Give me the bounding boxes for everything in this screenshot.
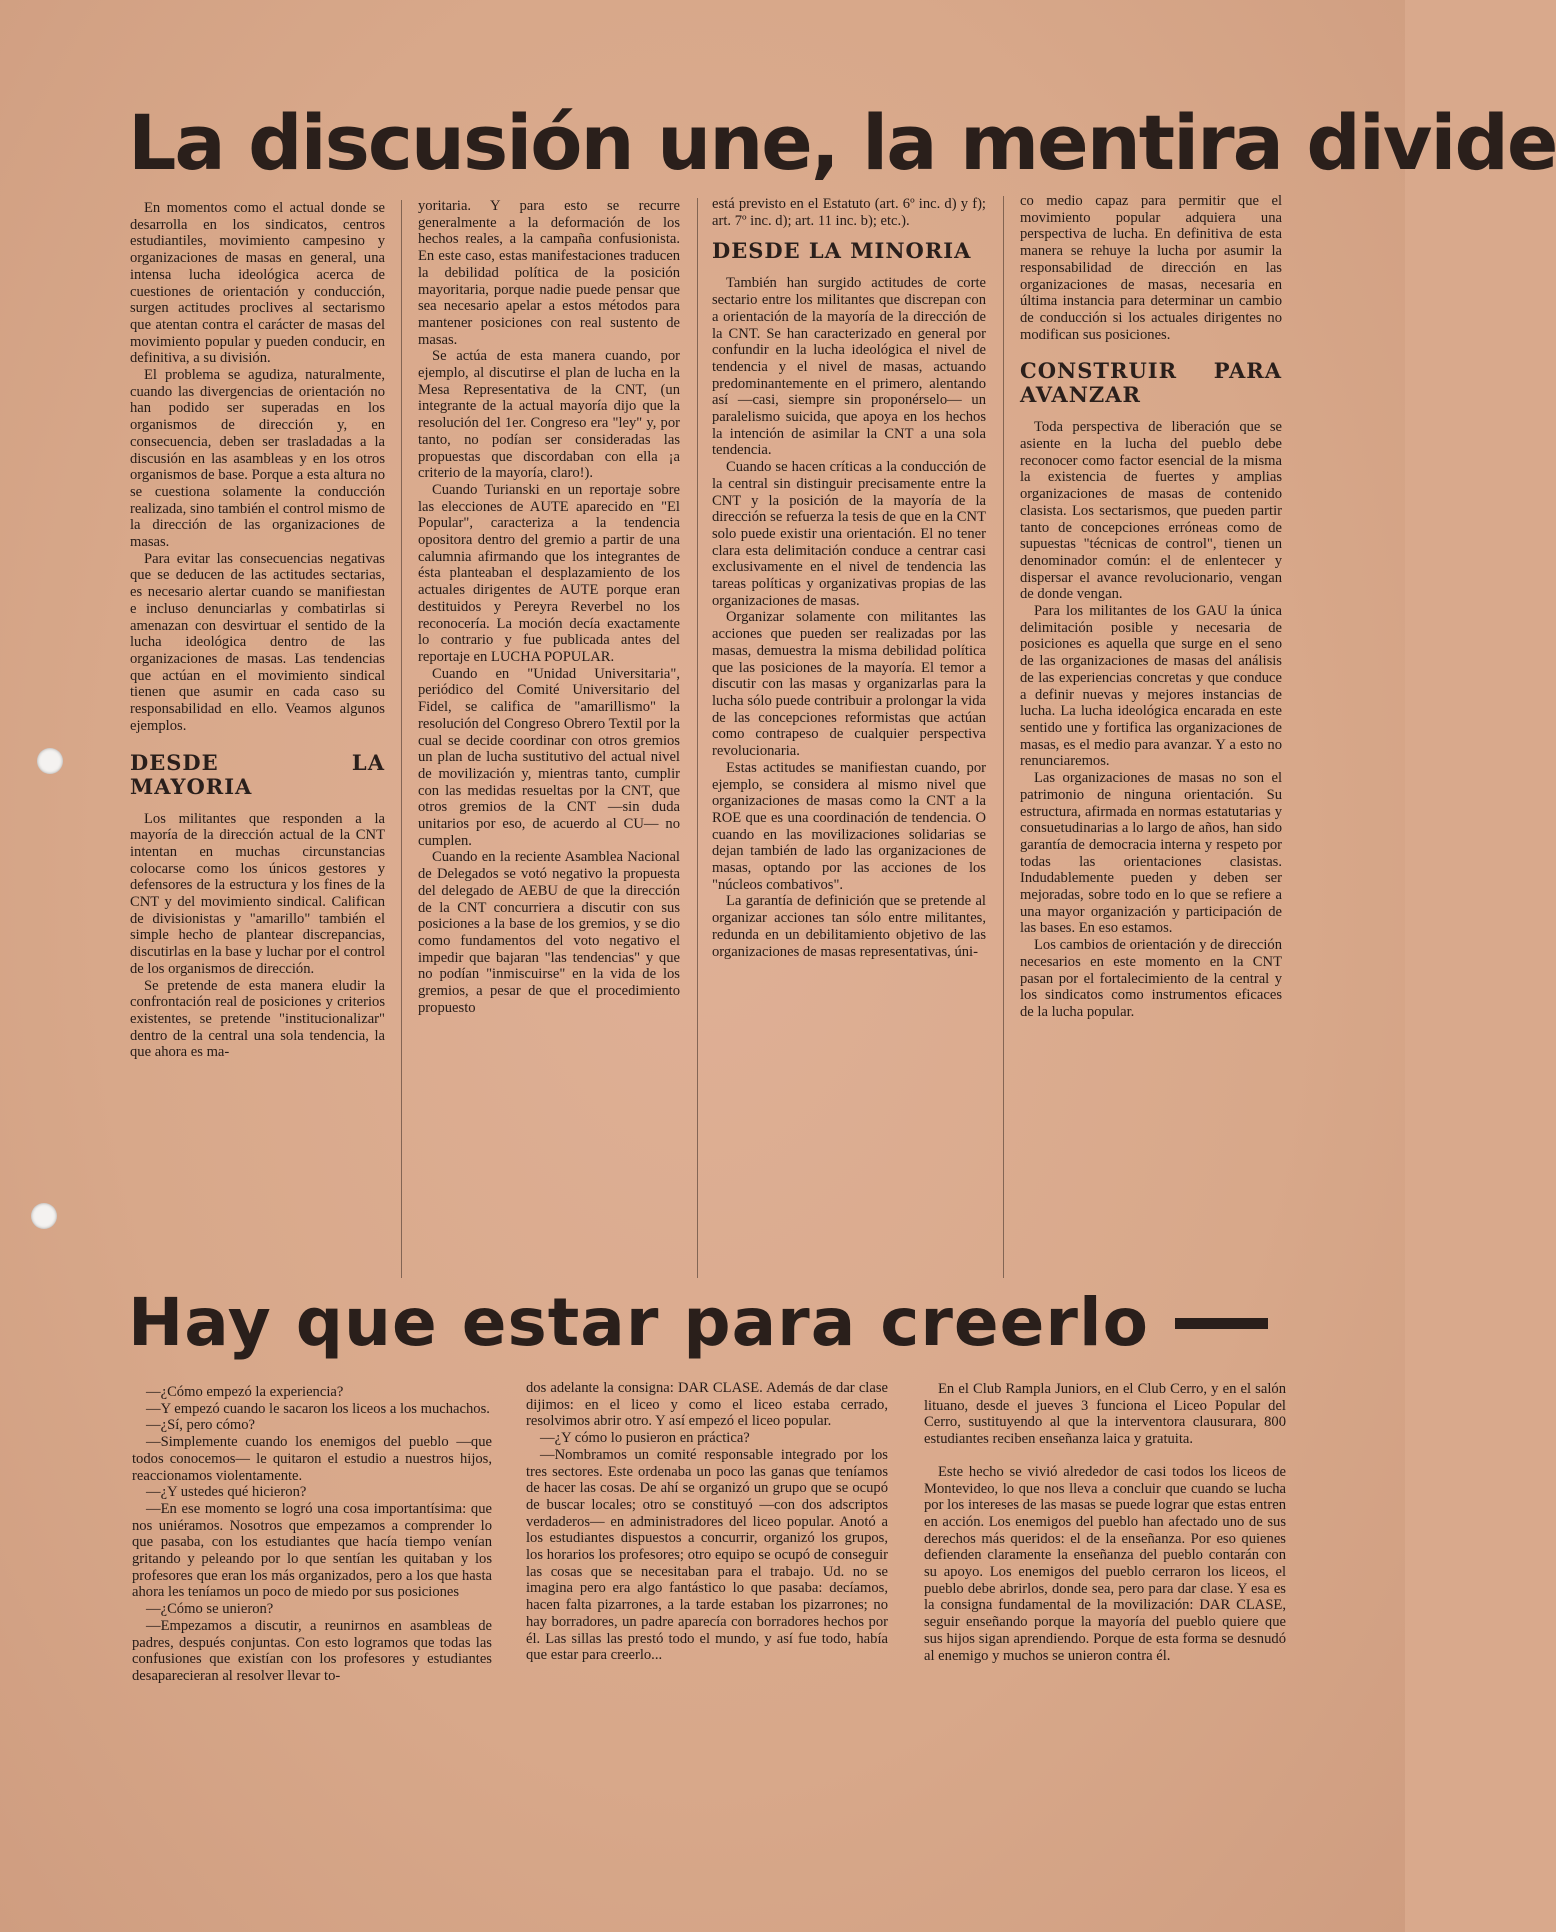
column-divider: [401, 200, 402, 1278]
paragraph: Cuando Turianski en un reportaje sobre las elecciones de AUTE aparecido en "El Popular", caracteriza a la tendencia opositora dentro del gremio a partir de una calumnia afirmando que los integrantes de ésta planteaban el desplazamiento de los actuales dirigentes de AUTE porque eran destituidos y Pereyra Reverbel no los reconocería. La moción decía exactamente lo contrario y fue publicada antes del reportaje en LUCHA POPULAR.: [418, 481, 680, 665]
paragraph: —¿Cómo se unieron?: [146, 1601, 274, 1618]
paragraph: co medio capaz para permitir que el movimiento popular adquiera una perspectiva de lucha. En definitiva de esta manera se rehuye la lucha por asumir la responsabilidad de dirección en las organizaciones de masas, necesaria en última instancia para determinar un cambio de conducción si los actuales dirigentes no modifican sus posiciones.: [1020, 193, 1282, 343]
interview-column-2: [526, 1380, 888, 1814]
article-column-2: [418, 198, 680, 1282]
column-divider: [697, 198, 698, 1278]
paragraph: Para evitar las consecuencias negativas que se deducen de las actitudes sectarias, es necesario alertar cuando se manifiestan e incluso denunciarlas y combatirlas si amenazan con desvirtuar el sentido de la lucha ideológica dentro de las organizaciones de masas. Las tendencias que actúan en el movimiento sindical tienen que asumir en cada caso su responsabilidad en ello. Veamos algunos ejemplos.: [130, 550, 385, 734]
punch-hole: [37, 748, 63, 774]
paragraph: Toda perspectiva de liberación que se asiente en la lucha del pueblo debe reconocer como factor esencial de la misma la existencia de fuertes y amplias organizaciones de masas de contenido clasista. Los sectarismos, que pueden partir tanto de concepciones erróneas como de supuestas "técnicas de control", tienen un denominador común: el de enlentecer y dispersar el avance revolucionario, vengan de donde vengan.: [1020, 419, 1282, 603]
paragraph: Se actúa de esta manera cuando, por ejemplo, al discutirse el plan de lucha en la Mesa Representativa de la CNT, (un integrante de la actual mayoría dijo que la resolución del 1er. Congreso era "ley" y, por tanto, no podían ser consideradas las propuestas que discordaban con ella ¡a criterio de la mayoría, claro!).: [418, 348, 680, 482]
paragraph: Cuando en la reciente Asamblea Nacional de Delegados se votó negativo la propuesta del delegado de AEBU de que la dirección de la CNT concurriera a discutir con sus posiciones a la base de los gremios, y se dio como fundamentos del voto negativo el impedir que bajaran "las tendencias" y que no podían "inmiscuirse" en la vida de los gremios, a pesar de que el procedimiento propuesto: [418, 849, 680, 1016]
interview-column-1: [132, 1384, 492, 1814]
article-column-4: [1020, 193, 1282, 1282]
paragraph: Los cambios de orientación y de dirección necesarios en este momento en la CNT pasan por el fortalecimiento de la central y los sindicatos como instrumentos eficaces de la lucha popular.: [1020, 937, 1282, 1020]
paragraph: En el Club Rampla Juniors, en el Club Cerro, y en el salón lituano, desde el jueves 3 funciona el Liceo Popular del Cerro, sustituyendo al que la interventora clausurara, 800 estudiantes reciben enseñanza laica y gratuita.: [924, 1381, 1286, 1448]
paragraph: está previsto en el Estatuto (art. 6º inc. d) y f); art. 7º inc. d); art. 11 inc. b); etc.).: [712, 196, 986, 229]
paragraph: —Simplemente cuando los enemigos del pueblo —que todos conocemos— le quitaron el estudio a nuestros hijos, reaccionamos violentamente.: [132, 1434, 492, 1484]
paragraph: Organizar solamente con militantes las acciones que pueden ser realizadas por las masas, demuestra la misma debilidad política que las posiciones de la mayoría. El temor a discutir con las masas y organizarlas para la lucha sólo puede contribuir a prolongar la vida de las concepciones reformistas que actúan como contrapeso de cualquier perspectiva revolucionaria.: [712, 609, 986, 760]
column-divider: [1003, 196, 1004, 1278]
paragraph: Cuando en "Unidad Universitaria", periódico del Comité Universitario del Fidel, se califica de "amarillismo" la resolución del Congreso Obrero Textil por la cual se decide coordinar con otros gremios un plan de lucha sustitutivo del actual nivel de movilización y, mientras tanto, cumplir con las medidas resueltas por la CNT, que otros gremios de la CNT —sin duda unitarios por eso, de acuerdo al CU— no cumplen.: [418, 665, 680, 849]
paragraph: Este hecho se vivió alrededor de casi todos los liceos de Montevideo, lo que nos lleva a concluir que cuando se lucha por los intereses de las masas se puede lograr que estas entren en acción. Los enemigos del pueblo han afectado uno de sus derechos más queridos: el de la enseñanza. Por eso quienes defienden claramente la enseñanza del pueblo contarán con su apoyo. Los enemigos del pueblo cerraron los liceos, el pueblo debe abrirlos, donde sea, pero para dar clase. Y esa es la consigna fundamental de la movilización: DAR CLASE, seguir enseñando porque la mayoría del pueblo quiere que sus hijos sigan aprendiendo. Porque de esta forma se desnudó al enemigo y muchos se unieron contra él.: [924, 1463, 1286, 1664]
paragraph: Estas actitudes se manifiestan cuando, por ejemplo, se considera al mismo nivel que organizaciones de masas como la CNT a la ROE que es una coordinación de tendencia. O cuando en las movilizaciones solidarias se dejan también de lado las organizaciones de masas, optando por las acciones de los "núcleos combativos".: [712, 759, 986, 893]
headline-second-text: Hay que estar para creerlo: [128, 1284, 1149, 1361]
paragraph: dos adelante la consigna: DAR CLASE. Además de dar clase dijimos: en el liceo y como el liceo estaba cerrado, resolvimos abrir otro. Y así empezó el liceo popular.: [526, 1380, 888, 1430]
paragraph: —¿Y ustedes qué hicieron?: [146, 1484, 307, 1501]
headline-main: La discusión une, la mentira divide: [128, 98, 1556, 187]
punch-hole: [31, 1203, 57, 1229]
article-column-1: [130, 200, 385, 1282]
subheading-mayoria: DESDE LA MAYORIA: [130, 749, 385, 799]
interview-column-3: [924, 1381, 1286, 1814]
article-column-3: [712, 196, 986, 1282]
paragraph: —Y empezó cuando le sacaron los liceos a los muchachos.: [146, 1400, 490, 1417]
paragraph: —En ese momento se logró una cosa importantísima: que nos uniéramos. Nosotros que empezamos a comprender lo que pasaba, con los estudiantes que hacía tiempo venían gritando y peleando por lo que sentían les quitaban y los profesores que eran los más organizados, pero a los que hasta ahora les teníamos un poco de miedo por sus posiciones: [132, 1500, 492, 1601]
headline-rule: [1175, 1318, 1268, 1329]
paragraph: —¿Cómo empezó la experiencia?: [146, 1384, 344, 1400]
paragraph: Los militantes que responden a la mayoría de la dirección actual de la CNT intentan en muchas circunstancias colocarse como los únicos gestores y defensores de la estructura y los fines de la CNT y del movimiento sindical. Califican de divisionistas y "amarillo" también el simple hecho de plantear discrepancias, discutirlas en la base y luchar por el control de los organismos de dirección.: [130, 810, 385, 977]
paragraph: —Empezamos a discutir, a reunirnos en asambleas de padres, después conjuntas. Con esto logramos que todas las confusiones que existían con los profesores y estudiantes desaparecieran al resolver llevar to-: [132, 1617, 492, 1684]
paragraph: En momentos como el actual donde se desarrolla en los sindicatos, centros estudiantiles, movimiento campesino y organizaciones de masas en general, una intensa lucha ideológica acerca de cuestiones de orientación y conducción, surgen actitudes proclives al sectarismo que atentan contra el carácter de masas del movimiento popular y pueden conducir, en definitiva, a su división.: [130, 200, 385, 367]
subheading-minoria: DESDE LA MINORIA: [712, 238, 972, 264]
paragraph: La garantía de definición que se pretende al organizar acciones tan sólo entre militantes, redunda en un debilitamiento objetivo de las organizaciones de masas representativas, úni-: [712, 893, 986, 960]
paragraph: También han surgido actitudes de corte sectario entre los militantes que discrepan con a orientación de la mayoría de la dirección de la CNT. Se han caracterizado en general por confundir en la lucha ideológica el nivel de tendencia y el nivel de masas, actuando predominantemente en el primero, alentando así —casi, siempre sin proponérselo— un paralelismo suicida, que apoya en los hechos la intención de asimilar la CNT a una sola tendencia.: [712, 275, 986, 459]
paragraph: —¿Sí, pero cómo?: [146, 1417, 256, 1434]
paragraph: Cuando se hacen críticas a la conducción de la central sin distinguir precisamente entre la CNT y la posición de la mayoría de la dirección se refuerza la tesis de que en la CNT solo puede existir una orientación. El no tener clara esta delimitación conduce a centrar casi exclusivamente en el nivel de tendencia las tareas políticas y organizativas propias de las organizaciones de masas.: [712, 459, 986, 609]
paragraph: yoritaria. Y para esto se recurre generalmente a la deformación de los hechos reales, a la campaña confusionista. En este caso, estas manifestaciones traducen la debilidad política de la posición mayoritaria, porque nadie puede pensar que sea necesario apelar a estos métodos para mantener posiciones con real sustento de masas.: [418, 198, 680, 348]
headline-second: [128, 1284, 1268, 1361]
paragraph: Para los militantes de los GAU la única delimitación posible y necesaria de posiciones es aquella que surge en el seno de las organizaciones de masas del análisis de las experiencias concretas y que conduce a definir nuevas y mejores instancias de lucha. La lucha ideológica encarada en este sentido une y fortifica las organizaciones de masas, es el medio para avanzar. Y a esto no renunciaremos.: [1020, 603, 1282, 770]
paragraph: —¿Y cómo lo pusieron en práctica?: [540, 1430, 750, 1447]
subheading-construir: CONSTRUIR PARA AVANZAR: [1020, 358, 1282, 408]
paragraph: Las organizaciones de masas no son el patrimonio de ninguna orientación. Su estructura, afirmada en normas estatutarias y consuetudinarias a lo largo de años, han sido garantía de democracia interna y respeto por todas las orientaciones clasistas. Indudablemente pueden y deben ser mejoradas, sobre todo en lo que se refiere a una mayor organización y participación de las bases. En eso estamos.: [1020, 770, 1282, 937]
paragraph: —Nombramos un comité responsable integrado por los tres sectores. Este ordenaba un poco las ganas que teníamos de hacer las cosas. De ahí se organizó un grupo que se ocupó de buscar locales; otro se constituyó —con dos adscriptos verdaderos— en administradores del liceo popular. Anotó a los estudiantes dispuestos a concurrir, organizó los grupos, los horarios los profesores; otro equipo se ocupó de conseguir las cosas que se necesitaban para el trabajo. Ud. no se imagina pero era algo fantástico lo que pasaba: decíamos, hacen falta pizarrones, a la tarde estaban los pizarrones; no hay borradores, un padre aparecía con borradores hechos por él. Las sillas las prestó todo el mundo, y así fue todo, había que estar para creerlo...: [526, 1446, 888, 1664]
paragraph: Se pretende de esta manera eludir la confrontación real de posiciones y criterios existentes, se pretende "institucionalizar" dentro de la central una sola tendencia, la que ahora es ma-: [130, 977, 385, 1061]
paragraph: El problema se agudiza, naturalmente, cuando las divergencias de orientación no han podido ser superadas en los organismos de dirección y, en consecuencia, deben ser trasladadas a la discusión en las asambleas y en los otros organismos de base. Porque a esta altura no se cuestiona solamente la conducción realizada, sino también el control mismo de la dirección de las organizaciones de masas.: [130, 367, 385, 551]
